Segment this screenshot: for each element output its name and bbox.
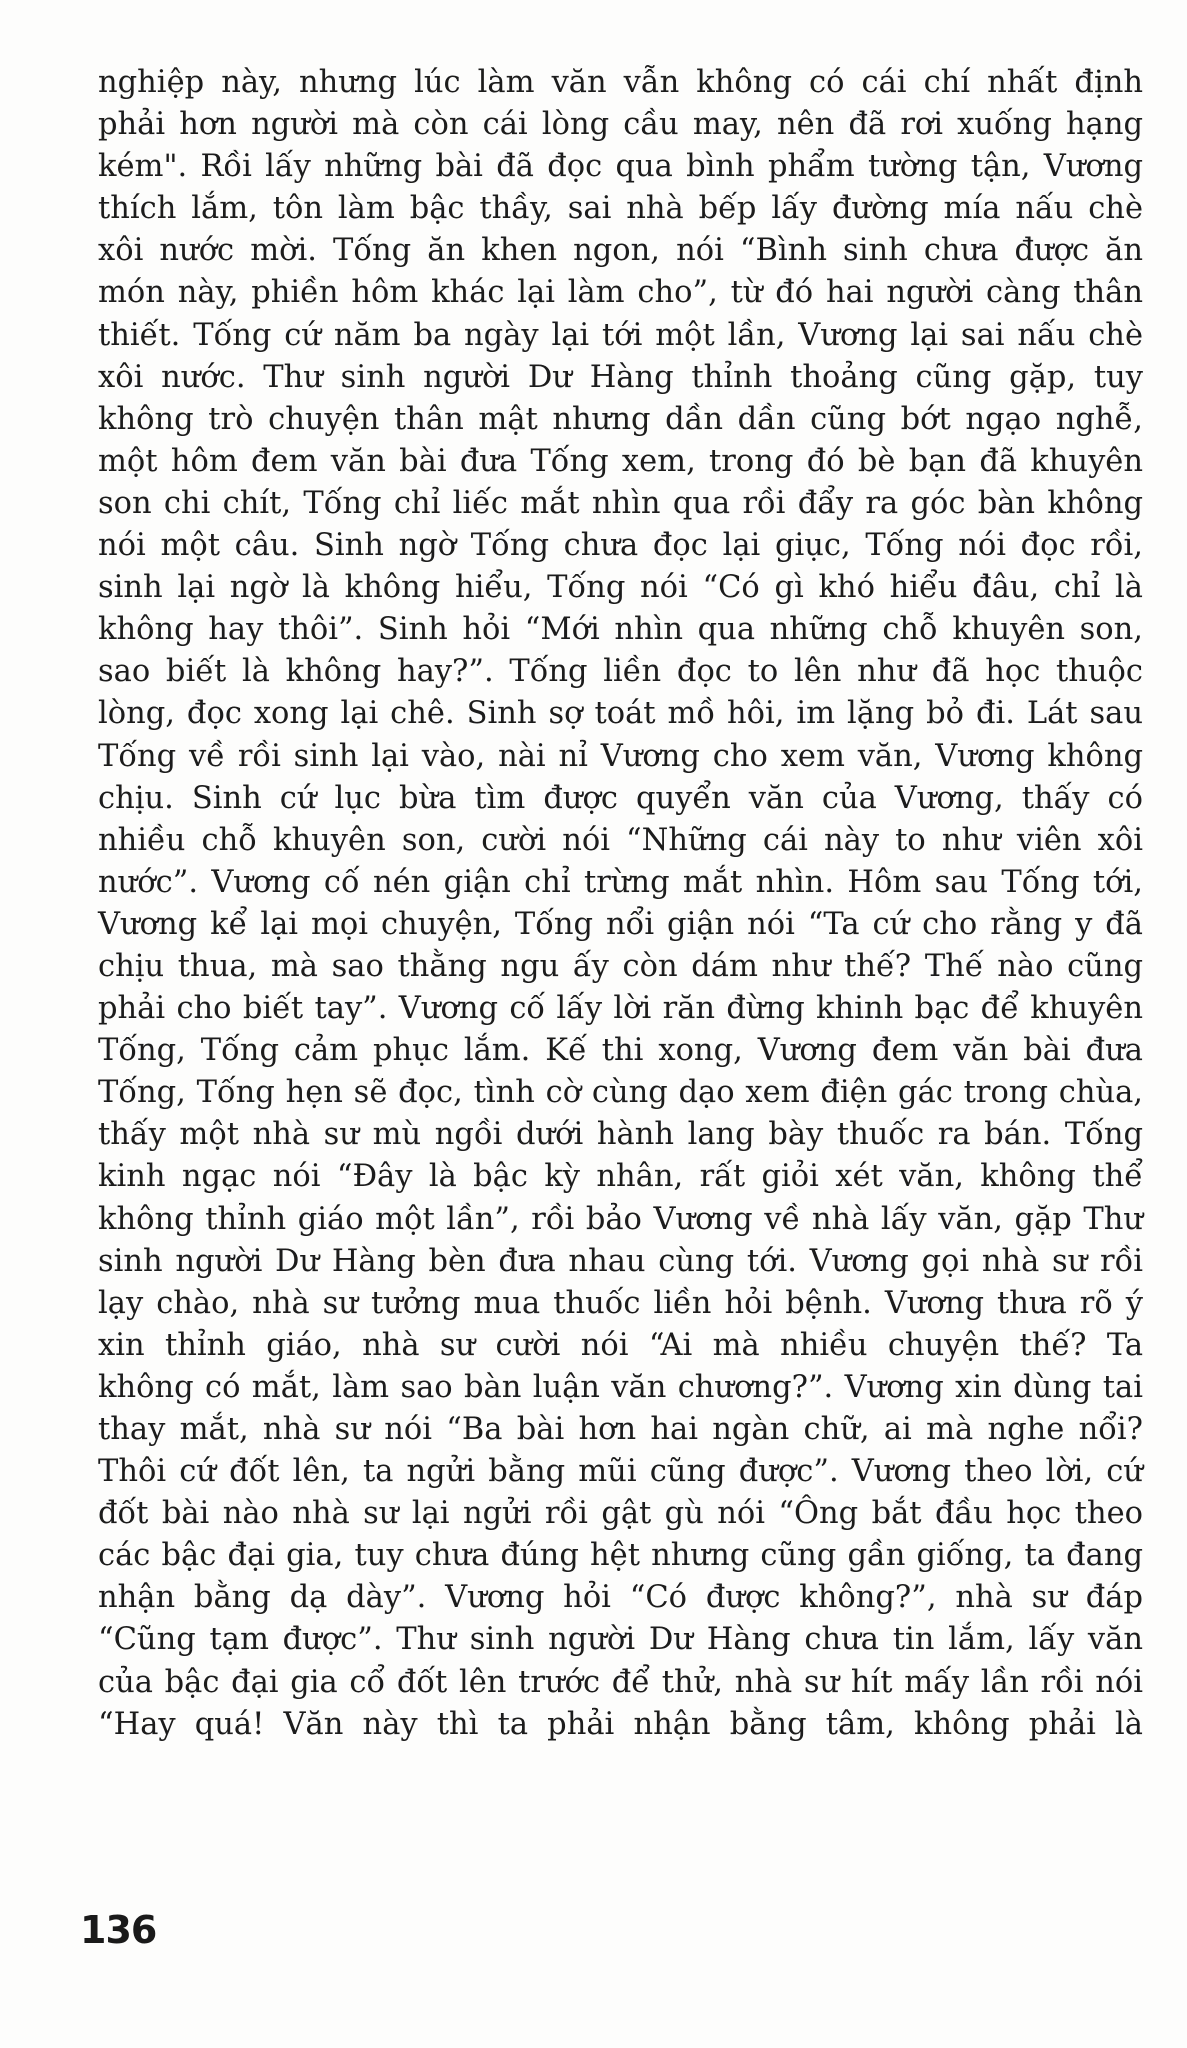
text-line: chịu thua, mà sao thằng ngu ấy còn dám như thế? Thế nào cũng bbox=[98, 948, 1143, 984]
text-line: không thỉnh giáo một lần”, rồi bảo Vương về nhà lấy văn, gặp Thư bbox=[98, 1201, 1143, 1237]
text-line: Tống, Tống cảm phục lắm. Kế thi xong, Vương đem văn bài đưa bbox=[98, 1033, 1143, 1069]
text-line: các bậc đại gia, tuy chưa đúng hệt nhưng cũng gần giống, ta đang bbox=[98, 1538, 1143, 1574]
text-line: “Cũng tạm được”. Thư sinh người Dư Hàng chưa tin lắm, lấy văn bbox=[98, 1622, 1143, 1658]
text-line: nước”. Vương cố nén giận chỉ trừng mắt nhìn. Hôm sau Tống tới, bbox=[98, 864, 1143, 900]
text-line: xôi nước mời. Tống ăn khen ngon, nói “Bình sinh chưa được ăn bbox=[98, 233, 1143, 269]
text-line: thích lắm, tôn làm bậc thầy, sai nhà bếp lấy đường mía nấu chè bbox=[98, 191, 1143, 227]
text-line: thấy một nhà sư mù ngồi dưới hành lang bày thuốc ra bán. Tống bbox=[98, 1117, 1143, 1153]
text-line: nghiệp này, nhưng lúc làm văn vẫn không có cái chí nhất định bbox=[98, 65, 1143, 100]
text-line: sao biết là không hay?”. Tống liền đọc to lên như đã học thuộc bbox=[98, 654, 1143, 690]
text-line: một hôm đem văn bài đưa Tống xem, trong đó bè bạn đã khuyên bbox=[98, 443, 1143, 479]
text-line: kém". Rồi lấy những bài đã đọc qua bình phẩm tường tận, Vương bbox=[98, 149, 1143, 185]
text-line: không trò chuyện thân mật nhưng dần dần cũng bớt ngạo nghễ, bbox=[98, 401, 1143, 437]
text-line: sinh lại ngờ là không hiểu, Tống nói “Có gì khó hiểu đâu, chỉ là bbox=[98, 570, 1143, 606]
text-line: nhận bằng dạ dày”. Vương hỏi “Có được không?”, nhà sư đáp bbox=[98, 1580, 1143, 1616]
text-line: xôi nước. Thư sinh người Dư Hàng thỉnh thoảng cũng gặp, tuy bbox=[98, 359, 1143, 395]
text-line: phải hơn người mà còn cái lòng cầu may, nên đã rơi xuống hạng bbox=[98, 107, 1143, 143]
text-line: “Hay quá! Văn này thì ta phải nhận bằng tâm, không phải là bbox=[98, 1706, 1143, 1742]
text-line: xin thỉnh giáo, nhà sư cười nói “Ai mà nhiều chuyện thế? Ta bbox=[98, 1327, 1143, 1363]
text-line: lạy chào, nhà sư tưởng mua thuốc liền hỏi bệnh. Vương thưa rõ ý bbox=[98, 1285, 1143, 1321]
body-text bbox=[98, 62, 1143, 1746]
page-number: 136 bbox=[80, 1908, 157, 1952]
text-line: nhiều chỗ khuyên son, cười nói “Những cái này to như viên xôi bbox=[98, 822, 1143, 858]
text-line: chịu. Sinh cứ lục bừa tìm được quyển văn của Vương, thấy có bbox=[98, 780, 1143, 816]
text-line: Thôi cứ đốt lên, ta ngửi bằng mũi cũng được”. Vương theo lời, cứ bbox=[98, 1454, 1143, 1490]
text-line: không có mắt, làm sao bàn luận văn chương?”. Vương xin dùng tai bbox=[98, 1369, 1143, 1405]
text-line: lòng, đọc xong lại chê. Sinh sợ toát mồ hôi, im lặng bỏ đi. Lát sau bbox=[98, 696, 1143, 732]
text-line: nói một câu. Sinh ngờ Tống chưa đọc lại giục, Tống nói đọc rồi, bbox=[98, 528, 1143, 564]
text-line: Tống về rồi sinh lại vào, nài nỉ Vương cho xem văn, Vương không bbox=[98, 738, 1143, 774]
text-line: Vương kể lại mọi chuyện, Tống nổi giận nói “Ta cứ cho rằng y đã bbox=[98, 906, 1143, 942]
text-line: thay mắt, nhà sư nói “Ba bài hơn hai ngàn chữ, ai mà nghe nổi? bbox=[98, 1412, 1143, 1447]
text-line: sinh người Dư Hàng bèn đưa nhau cùng tới. Vương gọi nhà sư rồi bbox=[98, 1243, 1143, 1279]
text-line: kinh ngạc nói “Đây là bậc kỳ nhân, rất giỏi xét văn, không thể bbox=[98, 1159, 1143, 1195]
text-line: đốt bài nào nhà sư lại ngửi rồi gật gù nói “Ông bắt đầu học theo bbox=[98, 1496, 1143, 1532]
text-line: món này, phiền hôm khác lại làm cho”, từ đó hai người càng thân bbox=[98, 275, 1143, 311]
text-line: son chi chít, Tống chỉ liếc mắt nhìn qua rồi đẩy ra góc bàn không bbox=[98, 485, 1143, 521]
text-line: thiết. Tống cứ năm ba ngày lại tới một lần, Vương lại sai nấu chè bbox=[98, 317, 1143, 353]
text-line: không hay thôi”. Sinh hỏi “Mới nhìn qua những chỗ khuyên son, bbox=[98, 612, 1143, 648]
text-line: của bậc đại gia cổ đốt lên trước để thử, nhà sư hít mấy lần rồi nói bbox=[98, 1664, 1143, 1700]
text-line: phải cho biết tay”. Vương cố lấy lời răn đừng khinh bạc để khuyên bbox=[98, 991, 1143, 1027]
text-line: Tống, Tống hẹn sẽ đọc, tình cờ cùng dạo xem điện gác trong chùa, bbox=[98, 1075, 1143, 1111]
